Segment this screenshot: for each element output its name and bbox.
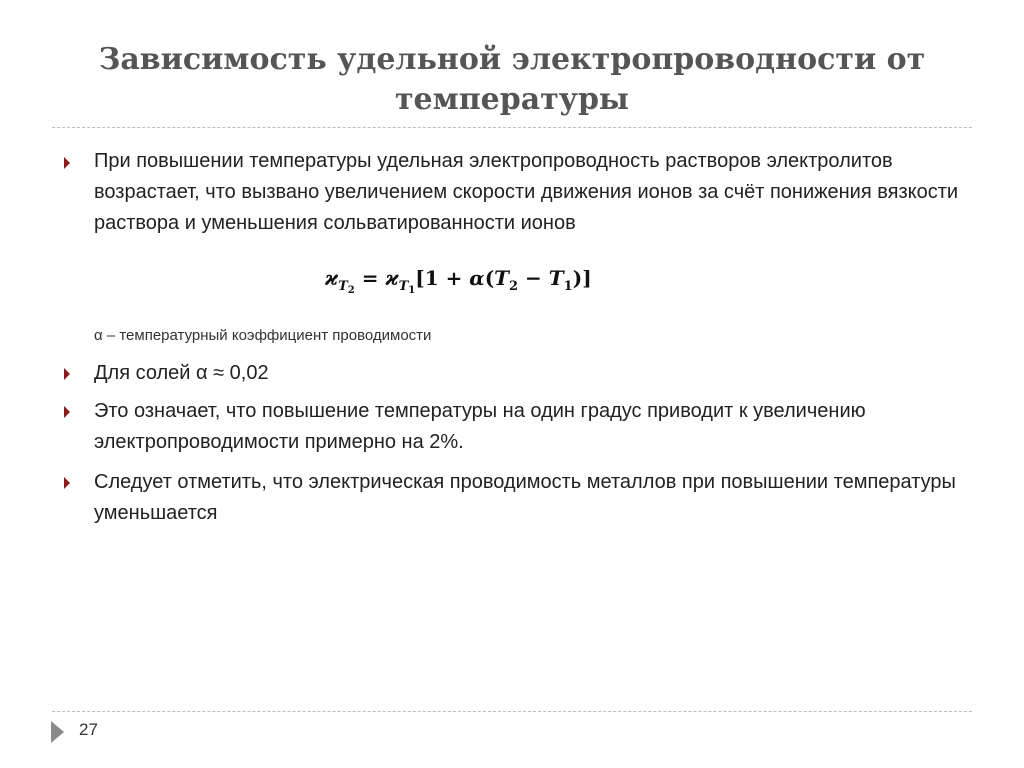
formula-kappa-2: ϰ bbox=[385, 266, 399, 290]
formula-one-plus: 1 + bbox=[424, 266, 470, 290]
bullet-metals: Следует отметить, что электрическая проводимость металлов при повышении температуры уменьшается bbox=[94, 471, 956, 524]
bullet-triangle-icon bbox=[64, 157, 70, 169]
formula-sub-2: 2 bbox=[347, 285, 355, 296]
alpha-note: α – температурный коэффициент проводимости bbox=[94, 327, 432, 344]
formula-lbracket: [ bbox=[415, 266, 425, 290]
title-line-1: Зависимость удельной электропроводности от bbox=[98, 42, 926, 77]
formula-lparen: ( bbox=[484, 266, 495, 290]
formula-t: T bbox=[338, 279, 348, 294]
bullet-temperature-increase: При повышении температуры удельная электропроводность растворов электролитов возрастает, что вызвано увеличением скорости движения ионов за счёт понижения вязкости раствора и уменьшения сольватированности ионов bbox=[94, 150, 959, 234]
bullet-triangle-icon bbox=[64, 477, 70, 489]
formula-rbracket: ] bbox=[582, 266, 592, 290]
formula-t1: T bbox=[548, 266, 564, 290]
footer-divider bbox=[52, 711, 972, 712]
title-line-2: температуры bbox=[394, 82, 630, 117]
formula-equals: = bbox=[354, 266, 386, 290]
formula-alpha: α bbox=[469, 266, 485, 290]
formula-t2-sub: 2 bbox=[509, 279, 519, 294]
formula-t2: T bbox=[494, 266, 510, 290]
triangle-right-icon bbox=[51, 721, 64, 743]
bullet-triangle-icon bbox=[64, 368, 70, 380]
title-divider bbox=[52, 127, 972, 128]
slide-title bbox=[60, 40, 964, 120]
bullet-two-percent: Это означает, что повышение температуры на один градус приводит к увеличению электропроводимости примерно на 2%. bbox=[94, 400, 866, 453]
page-number: 27 bbox=[79, 720, 98, 739]
formula-t-2: T bbox=[398, 279, 409, 294]
formula-minus: − bbox=[518, 266, 549, 290]
formula-t1-sub: 1 bbox=[563, 279, 573, 294]
formula-kappa: ϰ bbox=[325, 266, 339, 290]
conductivity-formula bbox=[325, 260, 605, 296]
formula-rparen: ) bbox=[572, 266, 583, 290]
formula-sub-1: 1 bbox=[408, 285, 416, 296]
bullet-alpha-value: Для солей α ≈ 0,02 bbox=[94, 362, 269, 384]
bullet-triangle-icon bbox=[64, 406, 70, 418]
